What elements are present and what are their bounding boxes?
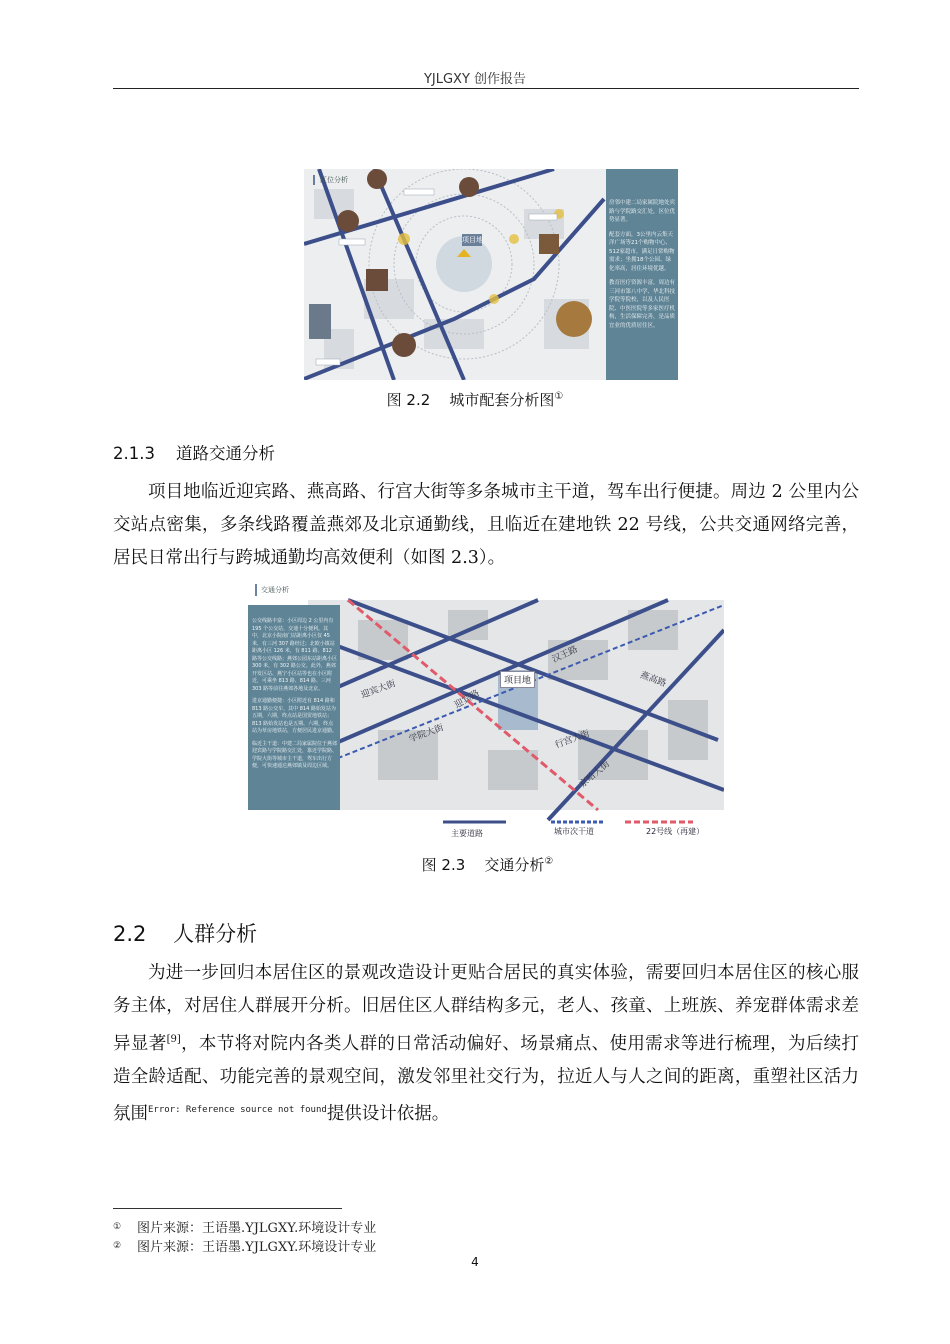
paragraph-text-part: 提供设计依据。 <box>326 1103 450 1124</box>
side-panel-para: 教育医疗资源丰富，周边有三河市第八中学、华北科技学院等院校，以及人民医院、中医医院等多家医疗机构，生活保障完善，是品质宜业的优质居住区。 <box>609 280 676 329</box>
section-heading <box>113 918 257 948</box>
section-number: 2.2 <box>113 922 147 946</box>
paragraph <box>113 476 859 575</box>
legend-metro-line: 22号线（再建） <box>646 827 705 836</box>
paragraph-text <box>113 957 859 1131</box>
project-site-label: 项目地 <box>500 671 535 688</box>
footnote-rule <box>113 1208 342 1209</box>
caption-label: 图 2.3 <box>421 856 466 874</box>
footnote-mark: ② <box>113 1241 122 1251</box>
section-title: 人群分析 <box>173 922 258 946</box>
road-label: 汉王路 <box>550 644 580 666</box>
legend-main-road: 主要道路 <box>451 829 483 838</box>
figure-tag: 区位分析 <box>320 176 348 184</box>
footnote-text: 图片来源：王语墨.YJLGXY.环境设计专业 <box>137 1221 377 1236</box>
paragraph-text-part: ，本节将对院内各类人群的日常活动偏好、场景痛点、使用需求等进行梳理，为后续打造全龄适配、功能完善的景观空间，激发邻里社交行为，拉近人与人之间的距离，重塑社区活力氛围 <box>113 1033 860 1124</box>
figure-traffic <box>248 580 724 842</box>
paragraph <box>113 957 859 1131</box>
footnote <box>113 1217 376 1236</box>
header-rule <box>113 88 859 89</box>
road-label: 京哈大街 <box>577 759 612 791</box>
road-label: 燕高路 <box>638 670 668 690</box>
figure-city-amenities <box>304 169 678 380</box>
broken-reference: Error: Reference source not found <box>148 1104 327 1115</box>
road-label: 学院大街 <box>407 723 446 745</box>
footnote <box>113 1236 376 1255</box>
road-label: 行宫大街 <box>553 729 592 751</box>
side-panel-para: 进京通勤便捷：小区附近有 814 路和 813 路公交车，其中 814 路始发站为五期，六期，终点站是国贸地铁站；813 路始发站也是五期、六期，终点站为草房地铁站，方便居民进京通勤。 <box>252 698 338 734</box>
side-panel-para: 房邻中建二局家属院地处宾路与学院路交汇处，区位优势显著。 <box>609 200 676 223</box>
figure-caption <box>0 389 950 410</box>
caption-label: 图 2.2 <box>386 391 431 409</box>
section-title: 道路交通分析 <box>175 444 275 463</box>
paragraph-text: 项目地临近迎宾路、燕高路、行宫大街等多条城市主干道，驾车出行便捷。周边 2 公里内公交站点密集，多条线路覆盖燕郊及北京通勤线，且临近在建地铁 22 号线，公共交通网络完善，居民日常出行与跨城通勤均高效便利（如图 2.3）。 <box>113 482 859 568</box>
figure-side-panel <box>609 199 675 330</box>
citation: [9] <box>166 1034 181 1045</box>
side-panel-para: 配套方面，3公里内云集天洋广场等21个购物中心、512家超市，满足日常购物需求；坐拥18个公园、绿化率高，居住环境优越。 <box>609 231 675 272</box>
road-label: 迎宾路 <box>453 688 482 711</box>
side-panel-para: 公交线路丰富：小区周边 2 公里内有 195 个公交站，交通十分便利。其中，北京小院南门站距离小区仅 45 米，有三河 307 路经过；北欧小镇站距离小区 126 米，有 811 路、812 路等公交线路；燕郊公园东站距离小区 300 米，有 302 路公交。此外，燕郊开发区站、燕宁小区站等也在小区附近，可乘坐 813 路、814 路、三河 303 路等前往燕郊各地及北京。 <box>252 618 338 692</box>
paragraph-text-part: 为进一步回归本居住区的景观改造设计更贴合居民的真实体验，需要回归本居住区的核心服务主体，对居住人群展开分析。旧居住区人群结构多元，老人、孩童、上班族、养宠群体需求差异显著 <box>113 963 859 1054</box>
footnote-text: 图片来源：王语墨.YJLGXY.环境设计专业 <box>137 1240 377 1255</box>
figure-side-panel <box>252 618 338 771</box>
figure-caption <box>0 854 950 875</box>
side-panel-para: 临近主干道：中建二局家属院位于燕郊迎宾路与学院路交汇处，靠近学院路、学院大街等城市主干道，驾车出行方便，可快速通达燕郊镇及周边区域。 <box>252 740 338 769</box>
caption-note: ① <box>554 391 564 402</box>
caption-text: 交通分析 <box>484 856 545 874</box>
legend-secondary-road: 城市次干道 <box>554 827 594 836</box>
caption-note: ② <box>544 856 554 867</box>
section-number: 2.1.3 <box>113 444 155 463</box>
caption-text: 城市配套分析图 <box>449 391 555 409</box>
road-label: 迎宾大街 <box>359 679 398 701</box>
page-number: 4 <box>471 1255 479 1269</box>
figure-tag: 交通分析 <box>261 586 289 594</box>
section-heading <box>113 440 275 464</box>
page-header: YJLGXY 创作报告 <box>423 72 527 87</box>
footnote-mark: ① <box>113 1222 122 1232</box>
center-label: 项目地 <box>462 236 483 244</box>
